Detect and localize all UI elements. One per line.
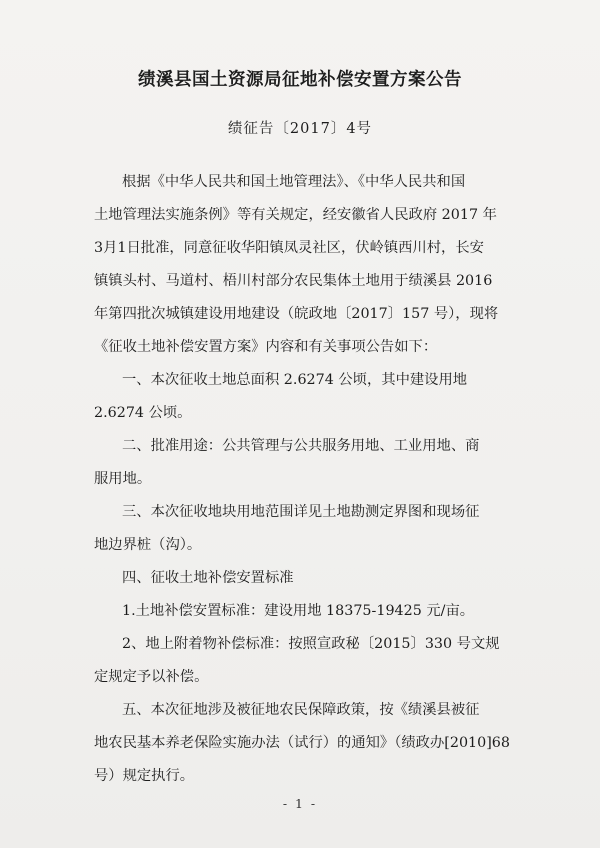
paragraph-line: 根据《中华人民共和国土地管理法》、《中华人民共和国 xyxy=(122,174,466,190)
paragraph-line: 1.土地补偿安置标准：建设用地 18375-19425 元/亩。 xyxy=(122,603,475,619)
paragraph-line: 定规定予以补偿。 xyxy=(94,669,209,685)
paragraph-line: 3月1日批准，同意征收华阳镇凤灵社区，伏岭镇西川村，长安 xyxy=(94,240,484,256)
paragraph-line: 一、本次征收土地总面积 2.6274 公顷，其中建设用地 xyxy=(122,372,468,388)
paragraph-line: 地边界桩（沟）。 xyxy=(94,537,202,553)
paragraph-line: 二、批准用途：公共管理与公共服务用地、工业用地、商 xyxy=(122,438,480,454)
paragraph-line: 服用地。 xyxy=(94,471,152,487)
document-title: 绩溪县国土资源局征地补偿安置方案公告 xyxy=(138,70,462,90)
paragraph-line: 号）规定执行。 xyxy=(94,768,195,784)
paragraph-line: 五、本次征地涉及被征地农民保障政策，按《绩溪县被征 xyxy=(122,702,480,718)
paragraph-line: 土地管理法实施条例》等有关规定，经安徽省人民政府 2017 年 xyxy=(94,207,497,223)
paragraph-line: 地农民基本养老保险实施办法（试行）的通知》（绩政办[2010]68 xyxy=(94,735,511,751)
paragraph-line: 三、本次征收地块用地范围详见土地勘测定界图和现场征 xyxy=(122,504,480,520)
paragraph-line: 《征收土地补偿安置方案》内容和有关事项公告如下： xyxy=(94,339,438,355)
document-number: 绩征告〔2017〕4号 xyxy=(227,121,373,137)
paragraph-line: 年第四批次城镇建设用地建设（皖政地〔2017〕157 号），现将 xyxy=(94,306,499,322)
page-number: - 1 - xyxy=(282,796,318,811)
paragraph-line: 镇镇头村、马道村、梧川村部分农民集体土地用于绩溪县 2016 xyxy=(94,273,493,289)
paragraph-line: 2.6274 公顷。 xyxy=(94,405,192,421)
paragraph-line: 2、地上附着物补偿标准：按照宣政秘〔2015〕330 号文规 xyxy=(122,636,500,652)
section-heading: 四、征收土地补偿安置标准 xyxy=(122,570,294,586)
